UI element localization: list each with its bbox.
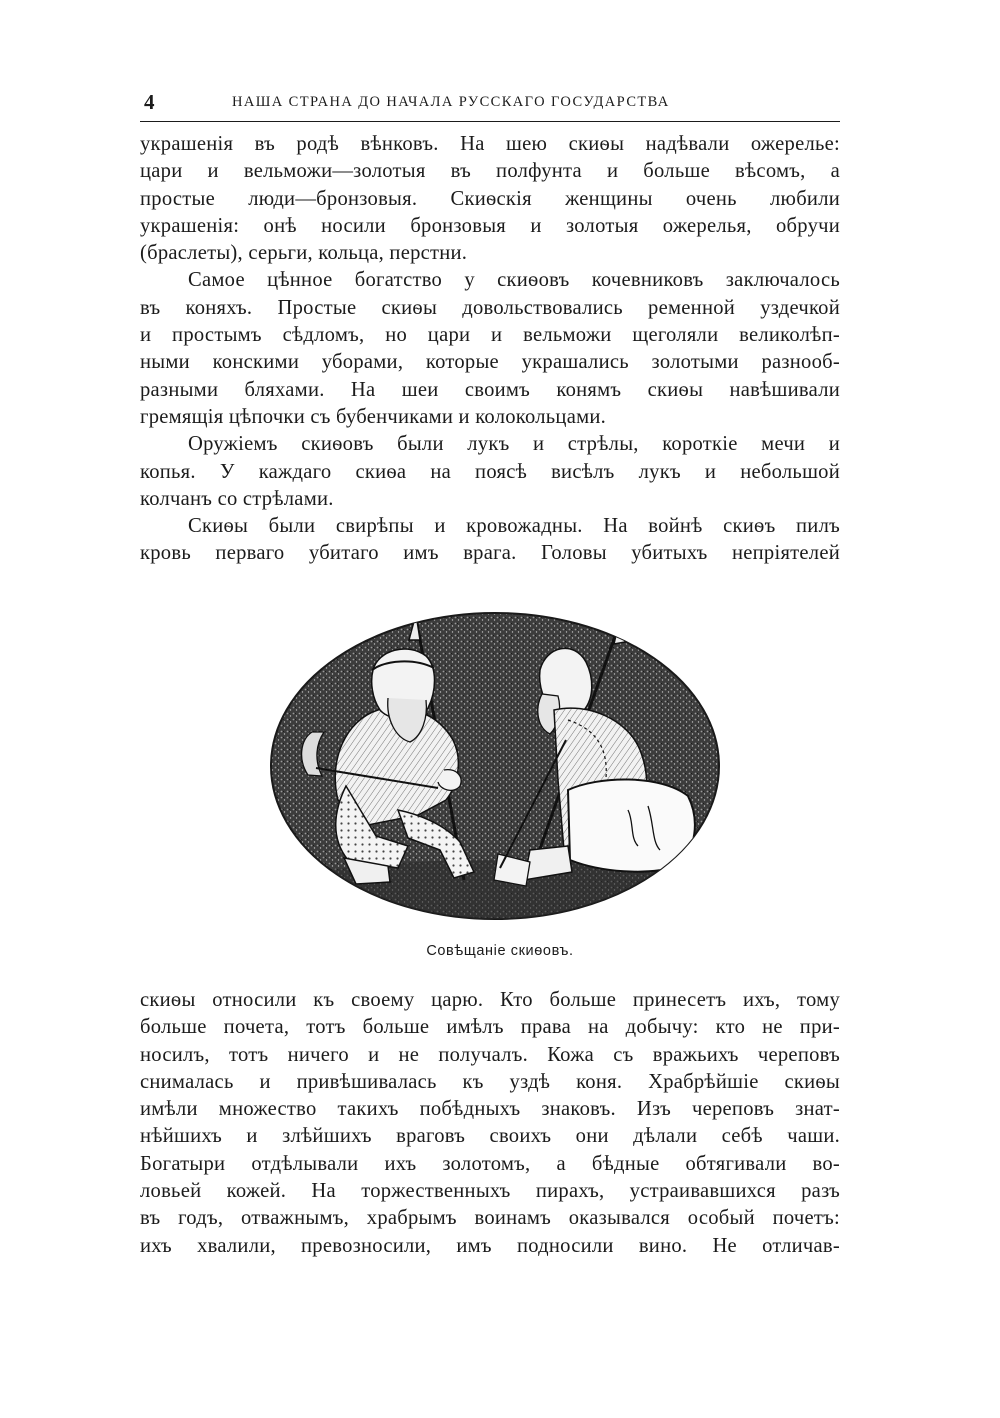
text-line: копья. У каждаго скиѳа на поясѣ висѣлъ лукъ и небольшой [140, 460, 840, 483]
body-text-top [140, 131, 840, 568]
scythians-illustration [268, 610, 722, 922]
text-line: колчанъ со стрѣлами. [140, 487, 334, 510]
text-line: Оружіемъ скиѳовъ были лукъ и стрѣлы, короткіе мечи и [188, 433, 840, 456]
page-number: 4 [144, 90, 155, 114]
text-line: Богатыри отдѣлывали ихъ золотомъ, а бѣдные обтягивали во- [140, 1152, 840, 1175]
text-line: (браслеты), серьги, кольца, перстни. [140, 242, 468, 265]
text-line: Самое цѣнное богатство у скиѳовъ кочевниковъ заключалось [188, 269, 840, 292]
text-line: простые люди—бронзовыя. Скиѳскія женщины очень любили [140, 187, 840, 210]
text-line: нѣйшихъ и злѣйшихъ враговъ своихъ они дѣлали себѣ чаши. [140, 1125, 840, 1148]
text-line: Скиѳы были свирѣпы и кровожадны. На войнѣ скиѳъ пилъ [188, 515, 840, 538]
text-line: и простымъ сѣдломъ, но цари и вельможи щеголяли великолѣп- [140, 324, 840, 347]
text-line: скиѳы относили къ своему царю. Кто больше принесетъ ихъ, тому [140, 989, 840, 1011]
text-line: имѣли множество такихъ побѣдныхъ знаковъ. Изъ череповъ знат- [140, 1098, 840, 1121]
running-title: НАША СТРАНА ДО НАЧАЛА РУССКАГО ГОСУДАРСТВА [232, 94, 670, 110]
text-line: больше почета, тотъ больше имѣлъ права на добычу: кто не при- [140, 1016, 840, 1039]
text-line: украшенія: онѣ носили бронзовыя и золотыя ожерелья, обручи [140, 214, 840, 237]
text-line: гремящія цѣпочки съ бубенчиками и колокольцами. [140, 405, 607, 428]
text-line: ными конскими уборами, которые украшались золотыми разнооб- [140, 351, 840, 374]
text-line: кровь перваго убитаго имъ врага. Головы убитыхъ непріятелей [140, 542, 840, 565]
body-text-bottom [140, 987, 840, 1260]
text-line: носилъ, тотъ ничего и не получалъ. Кожа съ вражьихъ череповъ [140, 1043, 840, 1066]
text-line: ловьей кожей. На торжественныхъ пирахъ, устраивавшихся разъ [140, 1180, 840, 1203]
text-line: въ годъ, отважнымъ, храбрымъ воинамъ оказывался особый почетъ: [140, 1207, 840, 1230]
figure-caption: Совѣщаніе скиѳовъ. [426, 943, 574, 959]
header-rule [140, 121, 840, 122]
text-line: цари и вельможи—золотыя въ полфунта и больше вѣсомъ, а [140, 160, 840, 183]
running-head [140, 90, 840, 114]
text-line: разными бляхами. На шеи своимъ конямъ скиѳы навѣшивали [140, 378, 840, 401]
text-line: въ коняхъ. Простые скиѳы довольствовались ременной уздечкой [140, 296, 840, 319]
text-line: украшенія въ родѣ вѣнковъ. На шею скиѳы надѣвали ожерелье: [140, 133, 840, 155]
text-line: ихъ хвалили, превозносили, имъ подносили вино. Не отличав- [140, 1234, 840, 1257]
text-line: снималась и привѣшивалась къ уздѣ коня. Храбрѣйшіе скиѳы [140, 1070, 840, 1093]
